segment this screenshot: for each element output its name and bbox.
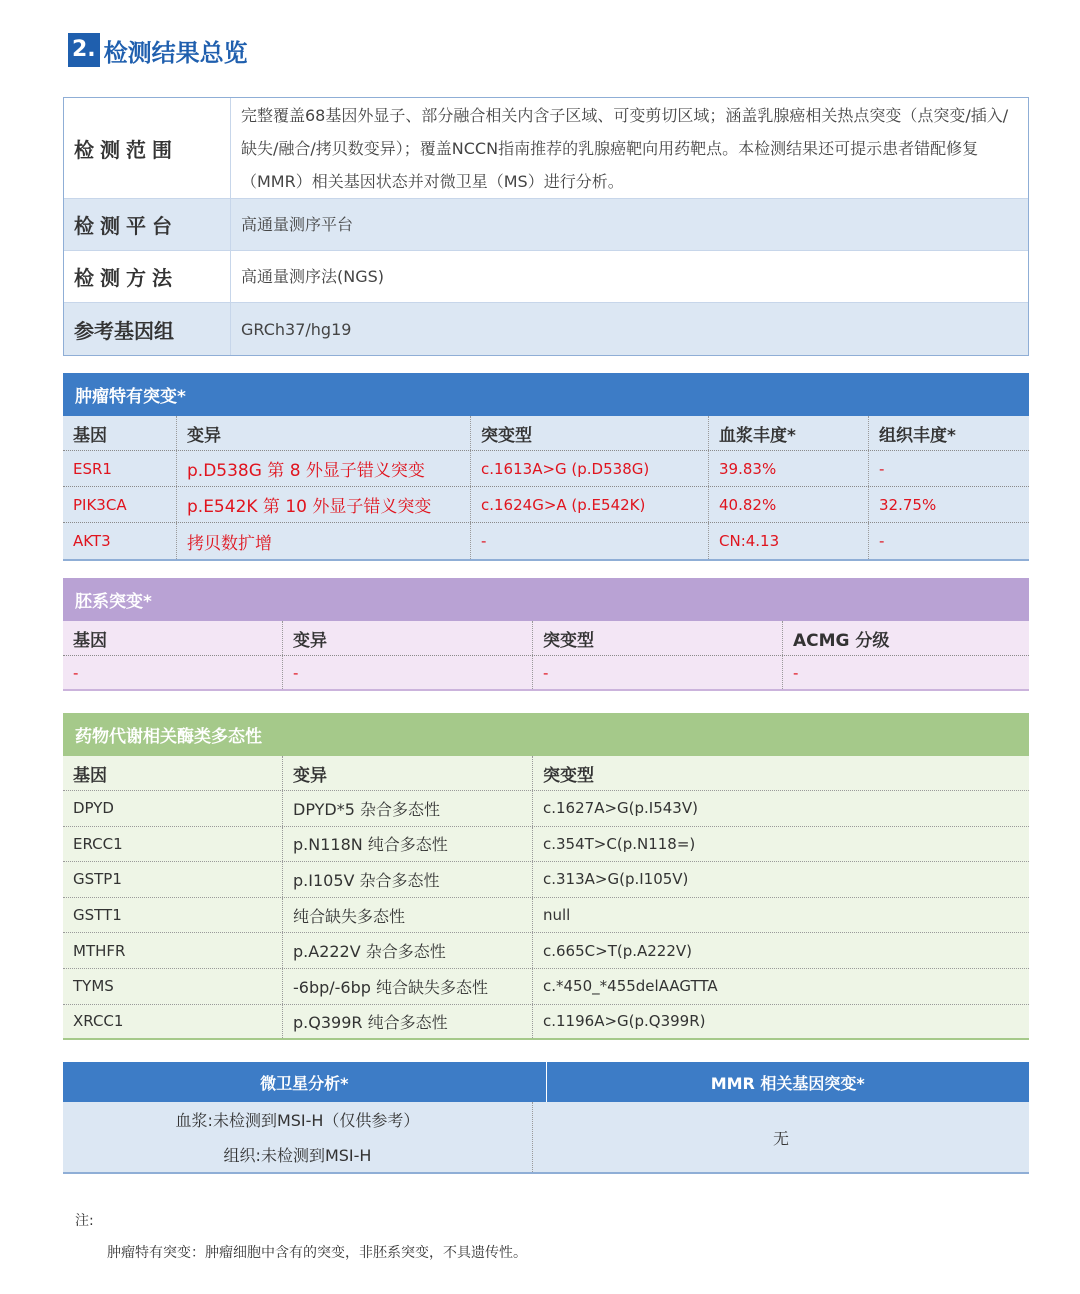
table-row <box>63 969 1029 1005</box>
mutation-cell: c.1624G>A (p.E542K) <box>471 487 709 522</box>
mutation-cell: c.1196A>G(p.Q399R) <box>543 1012 706 1031</box>
header-cell: ACMG 分级 <box>793 630 890 651</box>
header-cell: 基因 <box>63 621 283 655</box>
msi-header <box>63 1062 1029 1102</box>
header-cell: 变异 <box>283 621 533 655</box>
acmg-cell: - <box>793 663 799 682</box>
msi-tissue-result: 组织:未检测到MSI-H <box>223 1146 372 1165</box>
mmr-header-label: MMR 相关基因突变* <box>710 1073 865 1093</box>
table-row <box>63 791 1029 827</box>
gene-cell: ERCC1 <box>63 827 283 862</box>
variant-cell: 拷贝数扩增 <box>177 523 471 559</box>
gene-cell: TYMS <box>63 969 283 1004</box>
tumor-section-title: 肿瘤特有突变* <box>63 373 1029 416</box>
gene-cell: XRCC1 <box>63 1005 283 1039</box>
gene-cell: MTHFR <box>63 933 283 968</box>
overview-row-scope <box>64 98 1028 199</box>
germline-section-title: 胚系突变* <box>63 578 1029 621</box>
msi-mmr-table <box>63 1062 1029 1174</box>
table-header <box>63 756 1029 791</box>
variant-cell: p.N118N 纯合多态性 <box>283 827 533 862</box>
overview-value: 完整覆盖68基因外显子、部分融合相关内含子区域、可变剪切区域；涵盖乳腺癌相关热点突变（点突变/插入/缺失/融合/拷贝数变异）；覆盖NCCN指南推荐的乳腺癌靶向用药靶点。本检测结果还可提示患者错配修复（MMR）相关基因状态并对微卫星（MS）进行分析。 <box>241 105 1009 191</box>
notes-label: 注: <box>75 1213 94 1229</box>
header-cell: 血浆丰度* <box>709 416 869 450</box>
variant-cell: - <box>283 656 533 689</box>
mmr-result: 无 <box>772 1128 789 1148</box>
table-header <box>63 621 1029 656</box>
gene-cell: PIK3CA <box>63 487 177 522</box>
plasma-abundance-cell: CN:4.13 <box>709 523 869 559</box>
header-cell: 组织丰度* <box>879 425 956 446</box>
gene-cell: GSTT1 <box>63 898 283 933</box>
mutation-cell: c.313A>G(p.I105V) <box>543 870 689 889</box>
section-title <box>68 32 248 68</box>
variant-cell: DPYD*5 杂合多态性 <box>283 791 533 826</box>
section-heading: 检测结果总览 <box>103 38 248 67</box>
header-cell: 突变型 <box>533 621 783 655</box>
overview-label: 检测方法 <box>64 251 231 302</box>
overview-label: 检测平台 <box>64 199 231 250</box>
overview-value: 高通量测序平台 <box>241 215 354 234</box>
tissue-abundance-cell: 32.75% <box>879 495 937 514</box>
notes-text: 肿瘤特有突变：肿瘤细胞中含有的突变，非胚系突变，不具遗传性。 <box>107 1245 527 1261</box>
variant-cell: p.E542K 第 10 外显子错义突变 <box>177 487 471 522</box>
table-row <box>63 523 1029 559</box>
msi-plasma-result: 血浆:未检测到MSI-H（仅供参考） <box>175 1111 420 1130</box>
overview-label: 参考基因组 <box>64 303 231 355</box>
tissue-abundance-cell: - <box>879 459 885 478</box>
table-row <box>63 656 1029 691</box>
mutation-cell: c.665C>T(p.A222V) <box>543 941 692 960</box>
msi-header-label: 微卫星分析* <box>63 1062 547 1102</box>
section-number: 2. <box>68 33 100 67</box>
mutation-cell: c.354T>C(p.N118=) <box>543 834 696 853</box>
mutation-cell: - <box>533 656 783 689</box>
drug-metabolism-table <box>63 713 1029 1040</box>
plasma-abundance-cell: 39.83% <box>709 451 869 486</box>
msi-results <box>63 1102 533 1172</box>
variant-cell: 纯合缺失多态性 <box>283 898 533 933</box>
gene-cell: DPYD <box>63 791 283 826</box>
msi-body <box>63 1102 1029 1174</box>
variant-cell: p.D538G 第 8 外显子错义突变 <box>177 451 471 486</box>
mutation-cell: null <box>543 906 571 925</box>
overview-value: 高通量测序法(NGS) <box>241 267 385 286</box>
header-cell: 突变型 <box>471 416 709 450</box>
table-row <box>63 898 1029 934</box>
overview-table <box>63 97 1029 356</box>
header-cell: 基因 <box>63 416 177 450</box>
tumor-mutation-table <box>63 373 1029 561</box>
header-cell: 突变型 <box>543 765 594 786</box>
overview-value: GRCh37/hg19 <box>241 319 352 339</box>
table-row <box>63 862 1029 898</box>
table-row <box>63 827 1029 863</box>
tissue-abundance-cell: - <box>879 532 885 550</box>
mutation-cell: c.1613A>G (p.D538G) <box>471 451 709 486</box>
overview-label: 检测范围 <box>64 98 231 198</box>
notes <box>75 1210 527 1262</box>
gene-cell: AKT3 <box>63 523 177 559</box>
variant-cell: p.A222V 杂合多态性 <box>283 933 533 968</box>
mutation-cell: - <box>471 523 709 559</box>
table-row <box>63 933 1029 969</box>
table-row <box>63 1005 1029 1041</box>
table-row <box>63 487 1029 523</box>
variant-cell: -6bp/-6bp 纯合缺失多态性 <box>283 969 533 1004</box>
gene-cell: - <box>63 656 283 689</box>
germline-mutation-table <box>63 578 1029 691</box>
table-header <box>63 416 1029 451</box>
mutation-cell: c.*450_*455delAAGTTA <box>543 977 718 996</box>
overview-row-reference <box>64 303 1028 355</box>
table-row <box>63 451 1029 487</box>
variant-cell: p.Q399R 纯合多态性 <box>283 1005 533 1039</box>
plasma-abundance-cell: 40.82% <box>709 487 869 522</box>
overview-row-platform <box>64 199 1028 251</box>
header-cell: 变异 <box>177 416 471 450</box>
gene-cell: GSTP1 <box>63 862 283 897</box>
header-cell: 基因 <box>63 756 283 790</box>
overview-row-method <box>64 251 1028 303</box>
gene-cell: ESR1 <box>63 451 177 486</box>
mutation-cell: c.1627A>G(p.I543V) <box>543 799 698 818</box>
drug-section-title: 药物代谢相关酶类多态性 <box>63 713 1029 756</box>
variant-cell: p.I105V 杂合多态性 <box>283 862 533 897</box>
header-cell: 变异 <box>283 756 533 790</box>
